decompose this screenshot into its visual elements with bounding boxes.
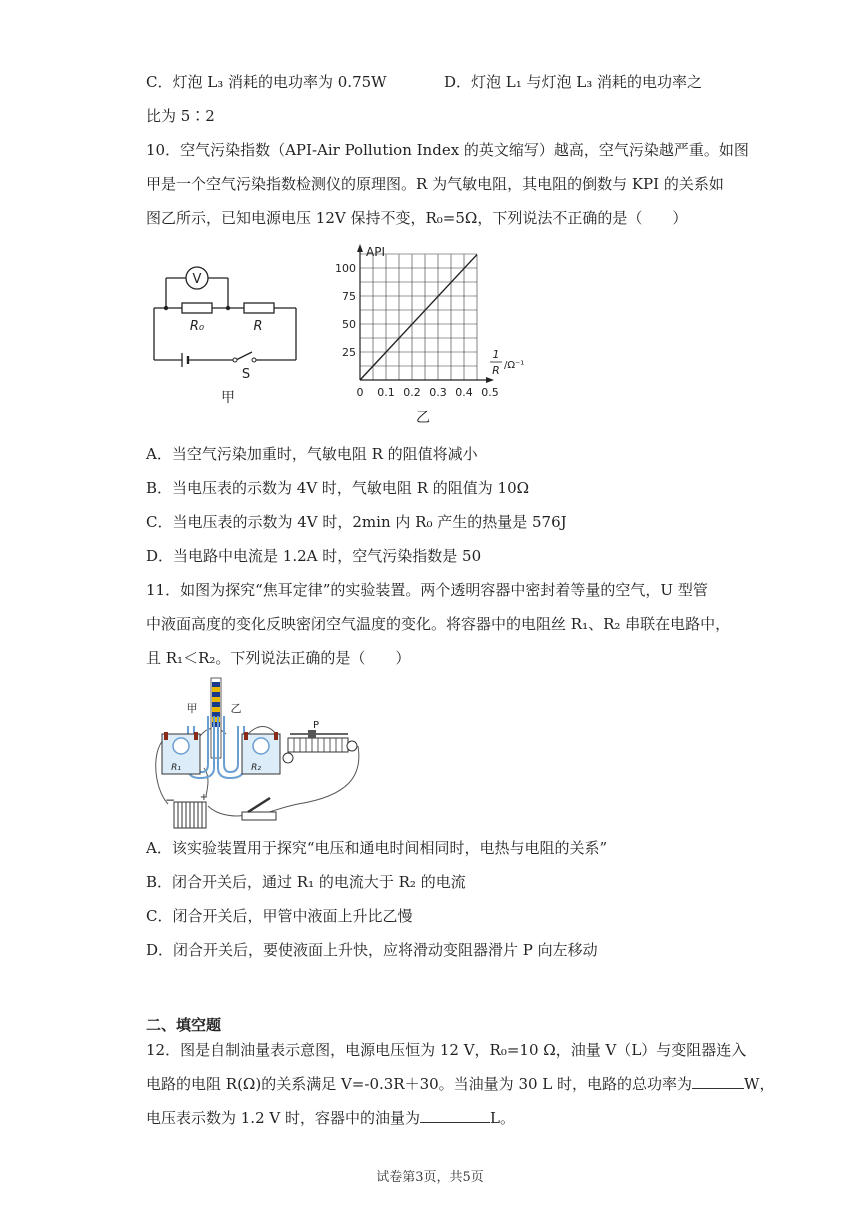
r0-label: R₀ — [189, 319, 205, 334]
q12-line2-text: 电路的电阻 R(Ω)的关系满足 V=-0.3R＋30。当油量为 30 L 时，电路的总功率为 — [146, 1075, 693, 1093]
section-title: 二、填空题 — [146, 1016, 222, 1034]
fig-label-p: P — [312, 720, 320, 731]
y-tick-label: 25 — [342, 346, 356, 359]
q11-stem-line3: 且 R₁＜R₂。下列说法正确的是（ ） — [146, 649, 411, 667]
q11-option-a: A．该实验装置用于探究“电压和通电时间相同时，电热与电阻的关系” — [146, 839, 608, 857]
q12-line3 — [146, 1108, 515, 1128]
q12-blank-power[interactable] — [692, 1074, 744, 1089]
switch-label: S — [241, 367, 251, 382]
q12-line3-text: 电压表示数为 1.2 V 时，容器中的油量为 — [146, 1109, 420, 1127]
y-tick-label: 100 — [335, 262, 356, 275]
y-tick-label: 50 — [342, 318, 356, 331]
circuit-diagram-jia — [148, 258, 308, 406]
x-tick-label: 0.5 — [481, 386, 499, 399]
fig-label-r2: R₂ — [251, 763, 261, 773]
y-tick-label: 75 — [342, 290, 356, 303]
r-label: R — [253, 319, 263, 334]
x-tick-label: 0.1 — [377, 386, 395, 399]
q11-option-d: D．闭合开关后，要使液面上升快，应将滑动变阻器滑片 P 向左移动 — [146, 941, 598, 959]
chart-xlabel-den: R — [492, 364, 500, 377]
q12-blank-oil[interactable] — [420, 1108, 490, 1123]
series-line — [360, 255, 477, 380]
joule-apparatus-figure — [148, 676, 368, 834]
x-tick-label: 0 — [356, 386, 364, 399]
q10-option-d: D．当电路中电流是 1.2A 时，空气污染指数是 50 — [146, 547, 482, 565]
x-tick-label: 0.2 — [403, 386, 421, 399]
fig-jia-caption: 甲 — [221, 390, 235, 406]
q11-option-c: C．闭合开关后，甲管中液面上升比乙慢 — [146, 907, 413, 925]
page-footer: 试卷第3页，共5页 — [376, 1170, 484, 1185]
q12-line2 — [146, 1074, 774, 1094]
q12-line1: 12．图是自制油量表示意图，电源电压恒为 12 V，R₀=10 Ω，油量 V（L）与变阻器连入 — [146, 1041, 747, 1059]
q10-stem-line3: 图乙所示，已知电源电压 12V 保持不变，R₀=5Ω，下列说法不正确的是（ ） — [146, 209, 688, 227]
voltmeter-label: V — [192, 272, 202, 287]
api-chart — [330, 240, 540, 430]
q12-line2-unit: W， — [744, 1075, 775, 1093]
fig-label-jia: 甲 — [186, 702, 198, 715]
fig-label-yi: 乙 — [230, 702, 242, 715]
q11-stem-line2: 中液面高度的变化反映密闭空气温度的变化。将容器中的电阻丝 R₁、R₂ 串联在电路中， — [146, 615, 731, 633]
q10-stem-line2: 甲是一个空气污染指数检测仪的原理图。R 为气敏电阻，其电阻的倒数与 KPI 的关系如 — [146, 175, 724, 193]
chart-ylabel: API — [366, 245, 385, 259]
q10-option-a: A．当空气污染加重时，气敏电阻 R 的阻值将减小 — [146, 445, 478, 463]
q10-stem-line1: 10．空气污染指数（API-Air Pollution Index 的英文缩写）越高，空气污染越严重。如图 — [146, 141, 749, 159]
fig-label-plus: + — [199, 792, 209, 803]
q9-option-c: C．灯泡 L₃ 消耗的电功率为 0.75W — [146, 73, 387, 91]
q11-option-b: B．闭合开关后，通过 R₁ 的电流大于 R₂ 的电流 — [146, 873, 466, 891]
chart-xlabel-num: 1 — [492, 348, 500, 361]
q12-line3-unit: L。 — [490, 1109, 515, 1127]
q9-option-d: D．灯泡 L₁ 与灯泡 L₃ 消耗的电功率之 — [444, 73, 703, 91]
x-tick-label: 0.4 — [455, 386, 473, 399]
fig-label-r1: R₁ — [171, 763, 181, 773]
fig-yi-caption: 乙 — [416, 410, 430, 426]
q10-option-c: C．当电压表的示数为 4V 时，2min 内 R₀ 产生的热量是 576J — [146, 513, 567, 531]
q9-option-d-cont: 比为 5∶2 — [146, 107, 215, 125]
q10-option-b: B．当电压表的示数为 4V 时，气敏电阻 R 的阻值为 10Ω — [146, 479, 530, 497]
chart-xlabel-unit: /Ω⁻¹ — [504, 360, 525, 371]
x-tick-label: 0.3 — [429, 386, 447, 399]
q11-stem-line1: 11．如图为探究“焦耳定律”的实验装置。两个透明容器中密封着等量的空气，U 型管 — [146, 581, 708, 599]
fig-label-minus: − — [164, 793, 176, 807]
